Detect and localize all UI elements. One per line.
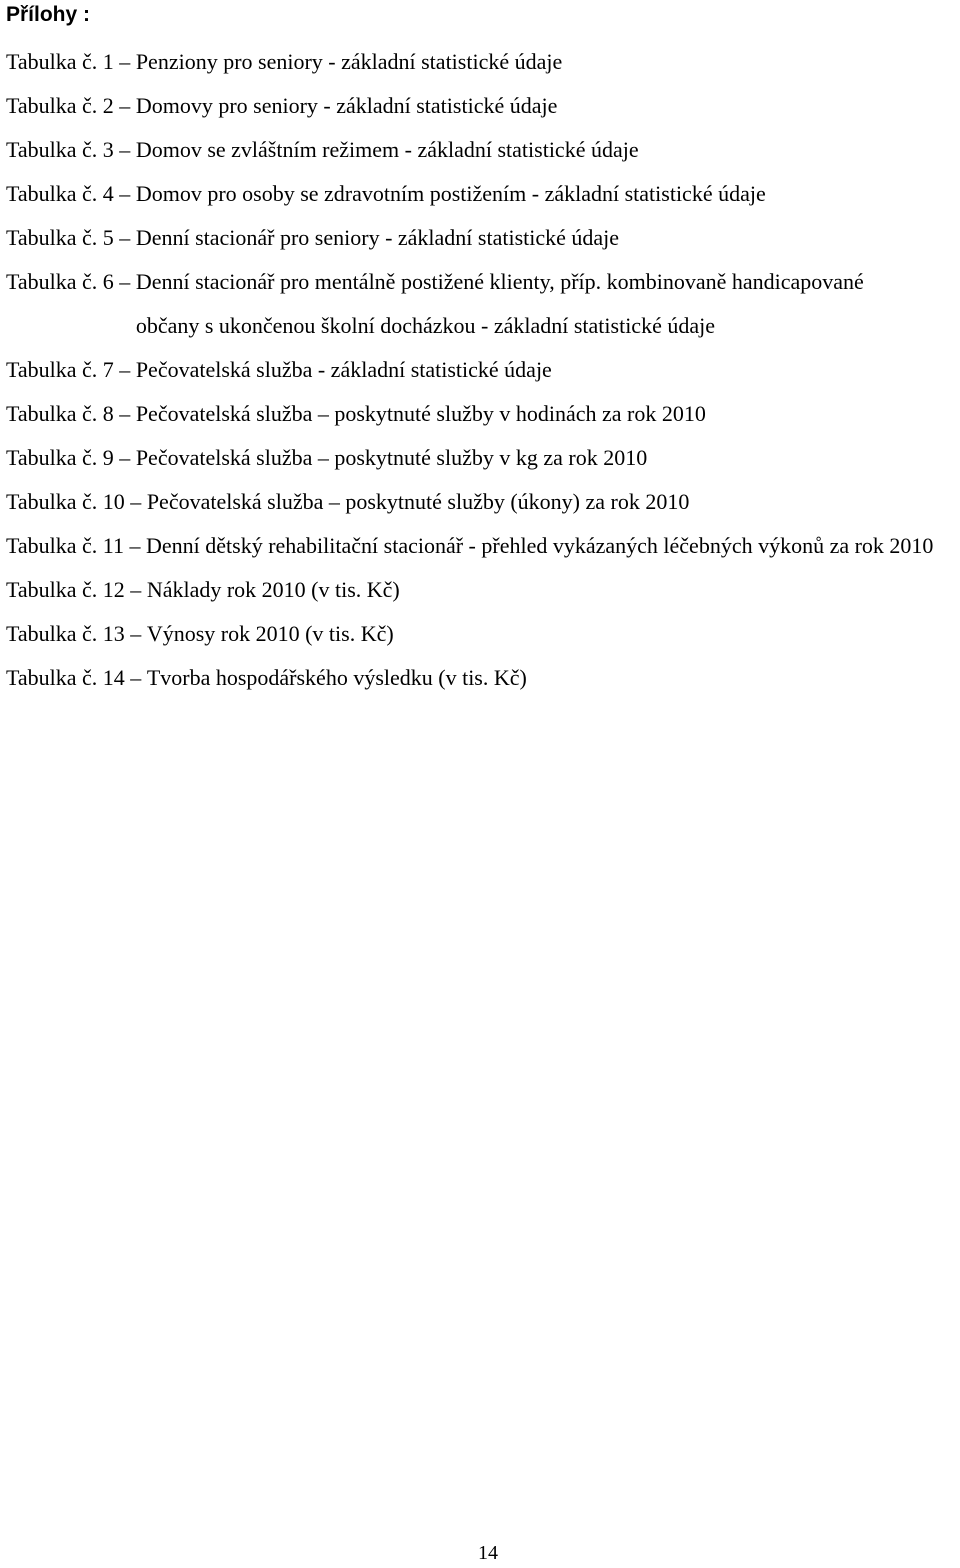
item-description: Pečovatelská služba – poskytnuté služby (úkony) za rok 2010 (146, 489, 690, 514)
item-description: Výnosy rok 2010 (v tis. Kč) (146, 621, 394, 646)
list-item (6, 612, 956, 656)
item-description: Domovy pro seniory - základní statistické údaje (135, 93, 558, 118)
item-description: Domov pro osoby se zdravotním postižením - základní statistické údaje (135, 181, 766, 206)
item-description: Pečovatelská služba - základní statistické údaje (135, 357, 552, 382)
item-prefix: Tabulka č. 9 – (6, 445, 136, 470)
item-prefix: Tabulka č. 3 – (6, 137, 136, 162)
item-prefix: Tabulka č. 1 – (6, 49, 136, 74)
item-description: Denní stacionář pro mentálně postižené klienty, příp. kombinovaně handicapované občany s ukončenou školní docházkou - základní statistické údaje (135, 269, 864, 338)
item-prefix: Tabulka č. 12 – (6, 577, 147, 602)
item-description: Náklady rok 2010 (v tis. Kč) (146, 577, 400, 602)
list-item (6, 436, 956, 480)
list-item (6, 348, 956, 392)
item-prefix: Tabulka č. 2 – (6, 93, 136, 118)
list-item (6, 260, 956, 348)
item-prefix: Tabulka č. 10 – (6, 489, 147, 514)
item-prefix: Tabulka č. 7 – (6, 357, 136, 382)
item-description: Penziony pro seniory - základní statistické údaje (135, 49, 563, 74)
list-item (6, 392, 956, 436)
item-description: Pečovatelská služba – poskytnuté služby v hodinách za rok 2010 (135, 401, 706, 426)
item-description: Domov se zvláštním režimem - základní statistické údaje (135, 137, 639, 162)
page-number: 14 (478, 1542, 498, 1564)
list-item (6, 480, 956, 524)
item-description: Denní stacionář pro seniory - základní statistické údaje (135, 225, 620, 250)
list-item (6, 568, 956, 612)
item-prefix: Tabulka č. 8 – (6, 401, 136, 426)
item-prefix: Tabulka č. 14 – (6, 665, 147, 690)
item-description: Tvorba hospodářského výsledku (v tis. Kč) (146, 665, 527, 690)
list-item (6, 172, 956, 216)
item-description: Pečovatelská služba – poskytnuté služby v kg za rok 2010 (135, 445, 648, 470)
list-item (6, 40, 956, 84)
list-item (6, 84, 956, 128)
item-prefix: Tabulka č. 11 – (6, 533, 146, 558)
list-item (6, 216, 956, 260)
item-description: Denní dětský rehabilitační stacionář - přehled vykázaných léčebných výkonů za rok 2010 (146, 533, 934, 558)
list-item (6, 524, 956, 568)
attachments-heading: Přílohy : (6, 3, 91, 26)
attachments-list (6, 40, 956, 700)
list-item (6, 656, 956, 700)
item-prefix: Tabulka č. 6 – (6, 269, 136, 294)
item-prefix: Tabulka č. 4 – (6, 181, 136, 206)
list-item (6, 128, 956, 172)
item-prefix: Tabulka č. 13 – (6, 621, 147, 646)
item-prefix: Tabulka č. 5 – (6, 225, 136, 250)
